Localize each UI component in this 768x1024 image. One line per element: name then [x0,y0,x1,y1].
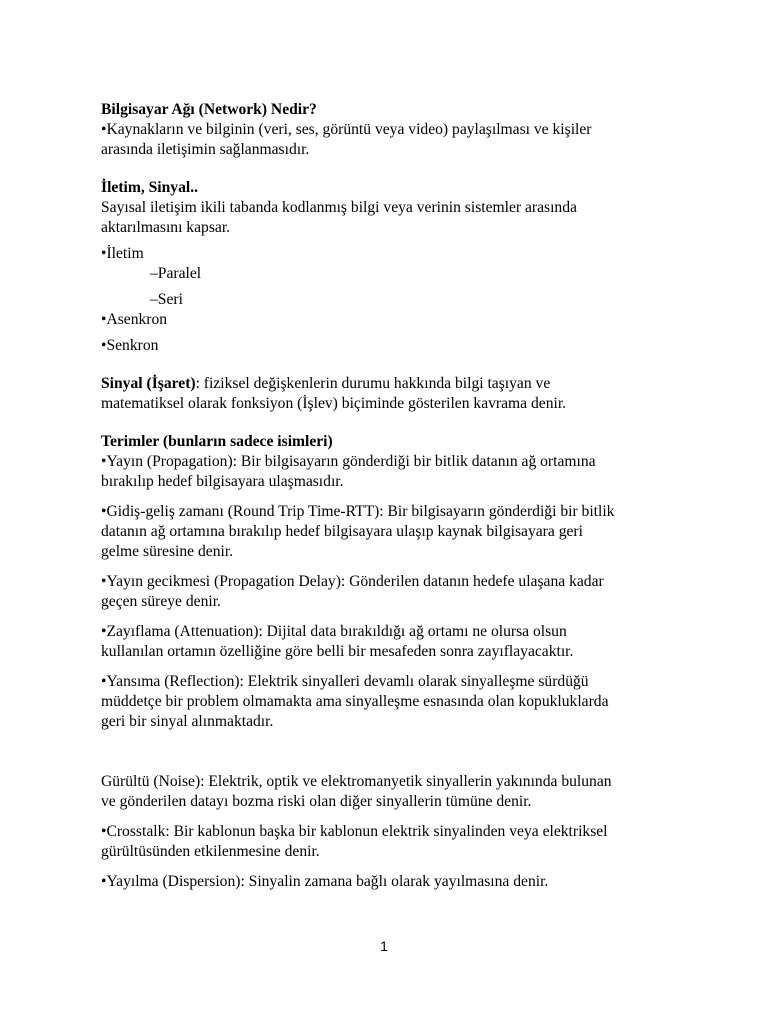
heading-terimler: Terimler (bunların sadece isimleri) [101,433,333,450]
term-line: Gürültü (Noise): Elektrik, optik ve elektromanyetik sinyallerin yakınında bulunan [101,773,612,790]
document-page [101,100,681,892]
term-line: gelme süresine denir. [101,543,234,560]
network-line-2: arasında iletişimin sağlanmasıdır. [101,141,310,158]
term-line: müddetçe bir problem olmamakta ama sinyalleşme esnasında olan kopukluklarda [101,693,609,710]
list-item-paralel: –Paralel [150,265,202,282]
term-reflection [101,672,681,732]
term-line: ve gönderilen datayı bozma riski olan diğer sinyallerin tümüne denir. [101,793,532,810]
list-item-senkron: •Senkron [101,337,159,354]
term-line: bırakılıp hedef bilgisayara ulaşmasıdır. [101,473,344,490]
list-item-seri: –Seri [150,291,183,308]
term-crosstalk [101,822,681,862]
section-iletim [101,178,681,356]
term-line: •Zayıflama (Attenuation): Dijital data bırakıldığı ağ ortamı ne olursa olsun [101,623,567,640]
iletim-line-2: aktarılmasını kapsar. [101,219,231,236]
list-item-iletim: •İletim [101,245,144,262]
term-line: •Yayın gecikmesi (Propagation Delay): Gönderilen datanın hedefe ulaşana kadar [101,573,604,590]
term-line: •Yayılma (Dispersion): Sinyalin zamana bağlı olarak yayılmasına denir. [101,873,549,890]
sinyal-term: Sinyal (İşaret) [101,375,196,392]
network-line-1: •Kaynakların ve bilginin (veri, ses, görüntü veya video) paylaşılması ve kişiler [101,121,592,138]
term-noise [101,772,681,812]
heading-iletim: İletim, Sinyal.. [101,179,199,196]
sinyal-line-2: matematiksel olarak fonksiyon (İşlev) biçiminde gösterilen kavrama denir. [101,395,567,412]
term-propagation-delay [101,572,681,612]
term-line: geri bir sinyal alınmaktadır. [101,713,274,730]
section-sinyal [101,374,681,414]
term-line: datanın ağ ortamına bırakılıp hedef bilgisayara ulaşıp kaynak bilgisayara geri [101,523,583,540]
term-line: •Gidiş-geliş zamanı (Round Trip Time-RTT): Bir bilgisayarın gönderdiği bir bitlik [101,503,615,520]
term-line: •Crosstalk: Bir kablonun başka bir kablonun elektrik sinyalinden veya elektriksel [101,823,608,840]
sinyal-definition: : fiziksel değişkenlerin durumu hakkında bilgi taşıyan ve [195,375,551,392]
term-line: •Yansıma (Reflection): Elektrik sinyalleri devamlı olarak sinyalleşme sürdüğü [101,673,589,690]
term-line: kullanılan ortamın özelliğine göre belli bir mesafeden sonra zayıflayacaktır. [101,643,574,660]
term-attenuation [101,622,681,662]
sinyal-line-1 [101,374,681,394]
term-rtt [101,502,681,562]
term-yayin [101,452,681,492]
heading-network: Bilgisayar Ağı (Network) Nedir? [101,101,317,118]
section-network [101,100,681,160]
term-line: •Yayın (Propagation): Bir bilgisayarın gönderdiği bir bitlik datanın ağ ortamına [101,453,596,470]
term-line: geçen süreye denir. [101,593,221,610]
list-item-asenkron: •Asenkron [101,311,168,328]
section-terimler [101,432,681,892]
term-line: gürültüsünden etkilenmesine denir. [101,843,320,860]
iletim-line-1: Sayısal iletişim ikili tabanda kodlanmış bilgi veya verinin sistemler arasında [101,199,577,216]
term-dispersion [101,872,681,892]
page-number: 1 [380,938,388,954]
